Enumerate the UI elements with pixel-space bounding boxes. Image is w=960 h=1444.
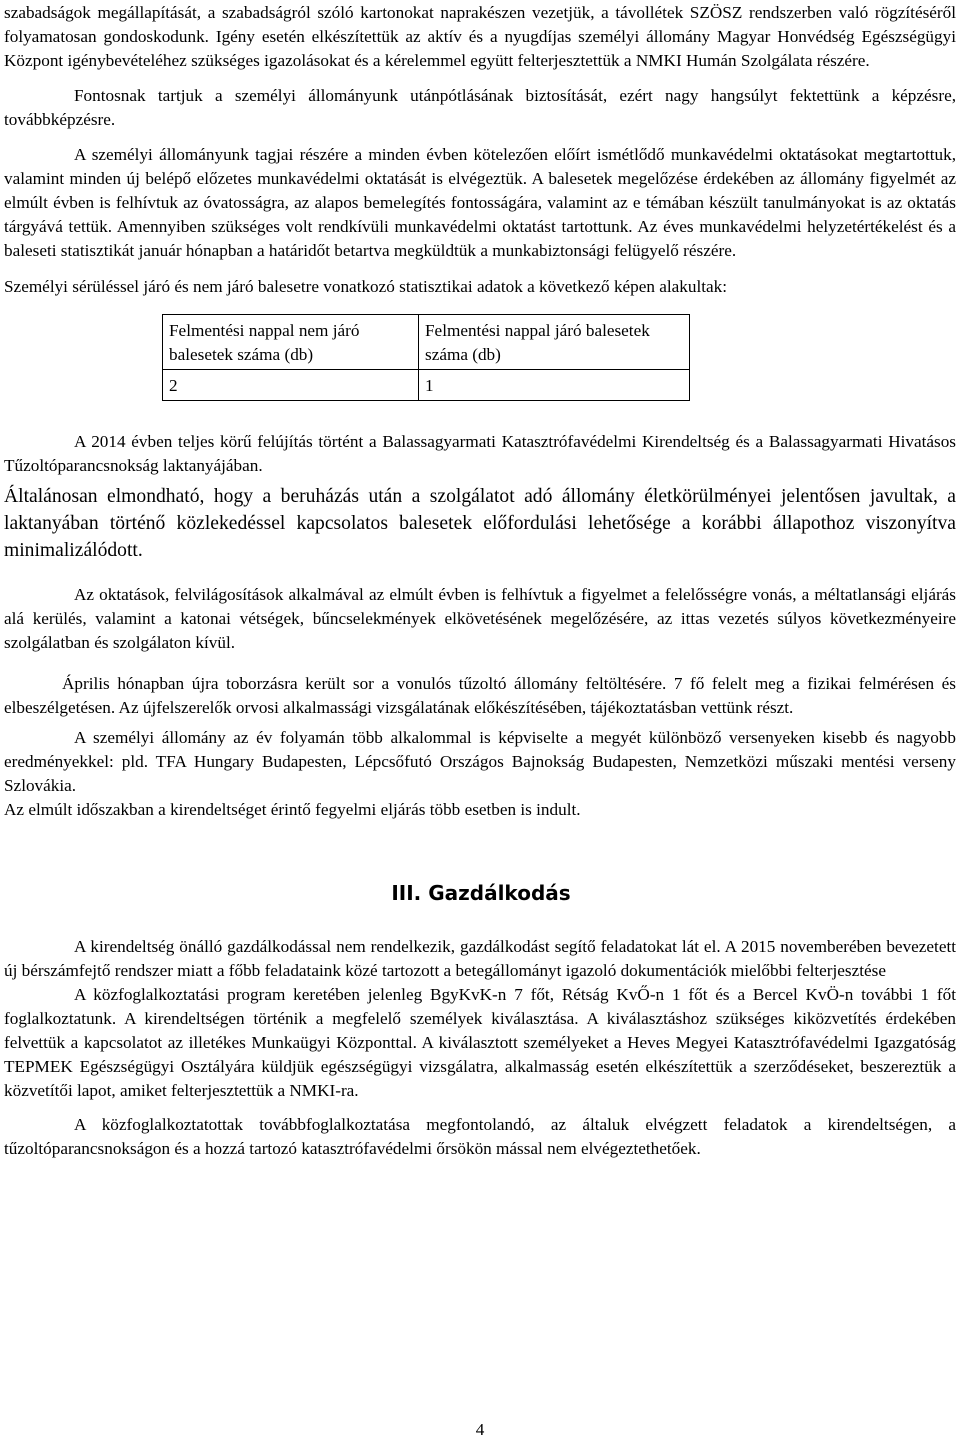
paragraph-leave-records: szabadságok megállapítását, a szabadságról szóló kartonokat naprakészen vezetjük, a távollétek SZÖSZ rendszerben való rögzítéséről folyamatosan gondoskodunk. Igény esetén elkészítettük az aktív és a nyugdíjas személyi állomány Magyar Honvédség Egészségügyi Központ igénybevételéhez szükséges igazolásokat és a kérelemmel együtt felterjesztettük a NMKI Humán Szolgálata részére. [4, 3, 956, 70]
paragraph-accident-stats-intro: Személyi sérüléssel járó és nem járó balesetre vonatkozó statisztikai adatok a következő képen alakultak: [4, 277, 728, 296]
paragraph-safety-training: A személyi állományunk tagjai részére a minden évben kötelezően előírt ismétlődő munkavédelmi oktatásokat megtartottuk, valamint minden új belépő előzetes munkavédelmi oktatását is elvégeztük. A balesetek megelőzése érdekében az állomány figyelmét az elmúlt évben is felhívtuk az óvatosságra, az alapos bemelegítés fontosságára, valamint az e témában készült tanulmányokat is az oktatás tárgyává tettük. Amennyiben szükséges volt rendkívüli munkavédelmi oktatást tartottunk. Az éves munkavédelmi helyzetértékelést és a baleseti statisztikát január hónapban a határidőt betartva megküldtük a munkabiztonsági felügyelő részére. [4, 145, 956, 260]
paragraph-education-responsibility: Az oktatások, felvilágosítások alkalmával az elmúlt évben is felhívtuk a figyelmet a felelősségre vonás, a méltatlansági eljárás alá kerülés, valamint a katonai vétségek, bűncselekmények elkövetésének megelőzésére, az ittas vezetés súlyos következményeire szolgálatban és szolgálaton kívül. [4, 585, 956, 652]
paragraph-recruitment: Április hónapban újra toborzásra került sor a vonulós tűzoltó állomány feltöltésére. 7 fő felelt meg a fizikai felmérésen és elbeszélgetésen. Az újfelszerelők orvosi alkalmassági vizsgálatának előkészítésében, tájékoztatásban vettünk részt. [4, 674, 956, 717]
paragraph-living-conditions: Általánosan elmondható, hogy a beruházás után a szolgálatot adó állomány életkörülményei jelentősen javultak, a laktanyában történő közlekedéssel kapcsolatos balesetek előfordulási lehetősége a korábbi állapothoz viszonyítva minimalizálódott. [4, 486, 956, 561]
accident-stats-table [162, 314, 690, 401]
paragraph-economy: A kirendeltség önálló gazdálkodással nem rendelkezik, gazdálkodást segítő feladatokat lát el. A 2015 novemberében bevezetett új bérszámfejtő rendszer miatt a főbb feladataink közé tartozott a betegállományt igazoló dokumentációk mielőbbi felterjesztése [4, 937, 956, 980]
table-row [163, 315, 690, 370]
table-row [163, 370, 690, 401]
table-header-no-leave: Felmentési nappal nem járó balesetek száma (db) [163, 315, 419, 370]
table-cell-with-leave-count: 1 [419, 370, 690, 401]
document-page [4, 0, 956, 1161]
paragraph-public-employment: A közfoglalkoztatási program keretében jelenleg BgyKvK-n 7 főt, Rétság KvŐ-n 1 főt és a Bercel KvÖ-n további 1 főt foglalkoztatunk. A kirendeltségen történik a megfelelő személyek kiválasztása. A kiválasztáshoz szükséges kiközvetítés érdekében felvettük a kapcsolatot az illetékes Munkaügyi Központtal. A kiválasztott személyeket a Heves Megyei Katasztrófavédelmi Igazgatóság TEPMEK Egészségügyi Osztályára küldjük egészségügyi vizsgálatra, alkalmasság esetén elkészítettük a szerződéseket, beszereztük a közvetítői lapot, amiket felterjesztettük a NMKI-ra. [4, 985, 956, 1100]
paragraph-disciplinary: Az elmúlt időszakban a kirendeltséget érintő fegyelmi eljárás több esetben is indult. [4, 800, 581, 819]
paragraph-competitions: A személyi állomány az év folyamán több alkalommal is képviselte a megyét különböző versenyeken kisebb és nagyobb eredményekkel: pld. TFA Hungary Budapesten, Lépcsőfutó Országos Bajnokság Budapesten, Nemzetközi műszaki mentési verseny Szlovákia. [4, 728, 956, 795]
table-cell-no-leave-count: 2 [163, 370, 419, 401]
page-number: 4 [475, 1420, 485, 1439]
table-header-with-leave: Felmentési nappal járó balesetek száma (db) [419, 315, 690, 370]
paragraph-training: Fontosnak tartjuk a személyi állományunk utánpótlásának biztosítását, ezért nagy hangsúlyt fektettünk a képzésre, továbbképzésre. [4, 86, 956, 129]
paragraph-renovation: A 2014 évben teljes körű felújítás történt a Balassagyarmati Katasztrófavédelmi Kirendeltség és a Balassagyarmati Hivatásos Tűzoltóparancsnokság laktanyájában. [4, 432, 956, 475]
section-title: III. Gazdálkodás [391, 881, 571, 905]
paragraph-continued-employment: A közfoglalkoztatottak továbbfoglalkoztatása megfontolandó, az általuk elvégzett feladatok a kirendeltségen, a tűzoltóparancsnokságon és a hozzá tartozó katasztrófavédelmi őrsökön mással nem elvégeztethetőek. [4, 1115, 956, 1158]
